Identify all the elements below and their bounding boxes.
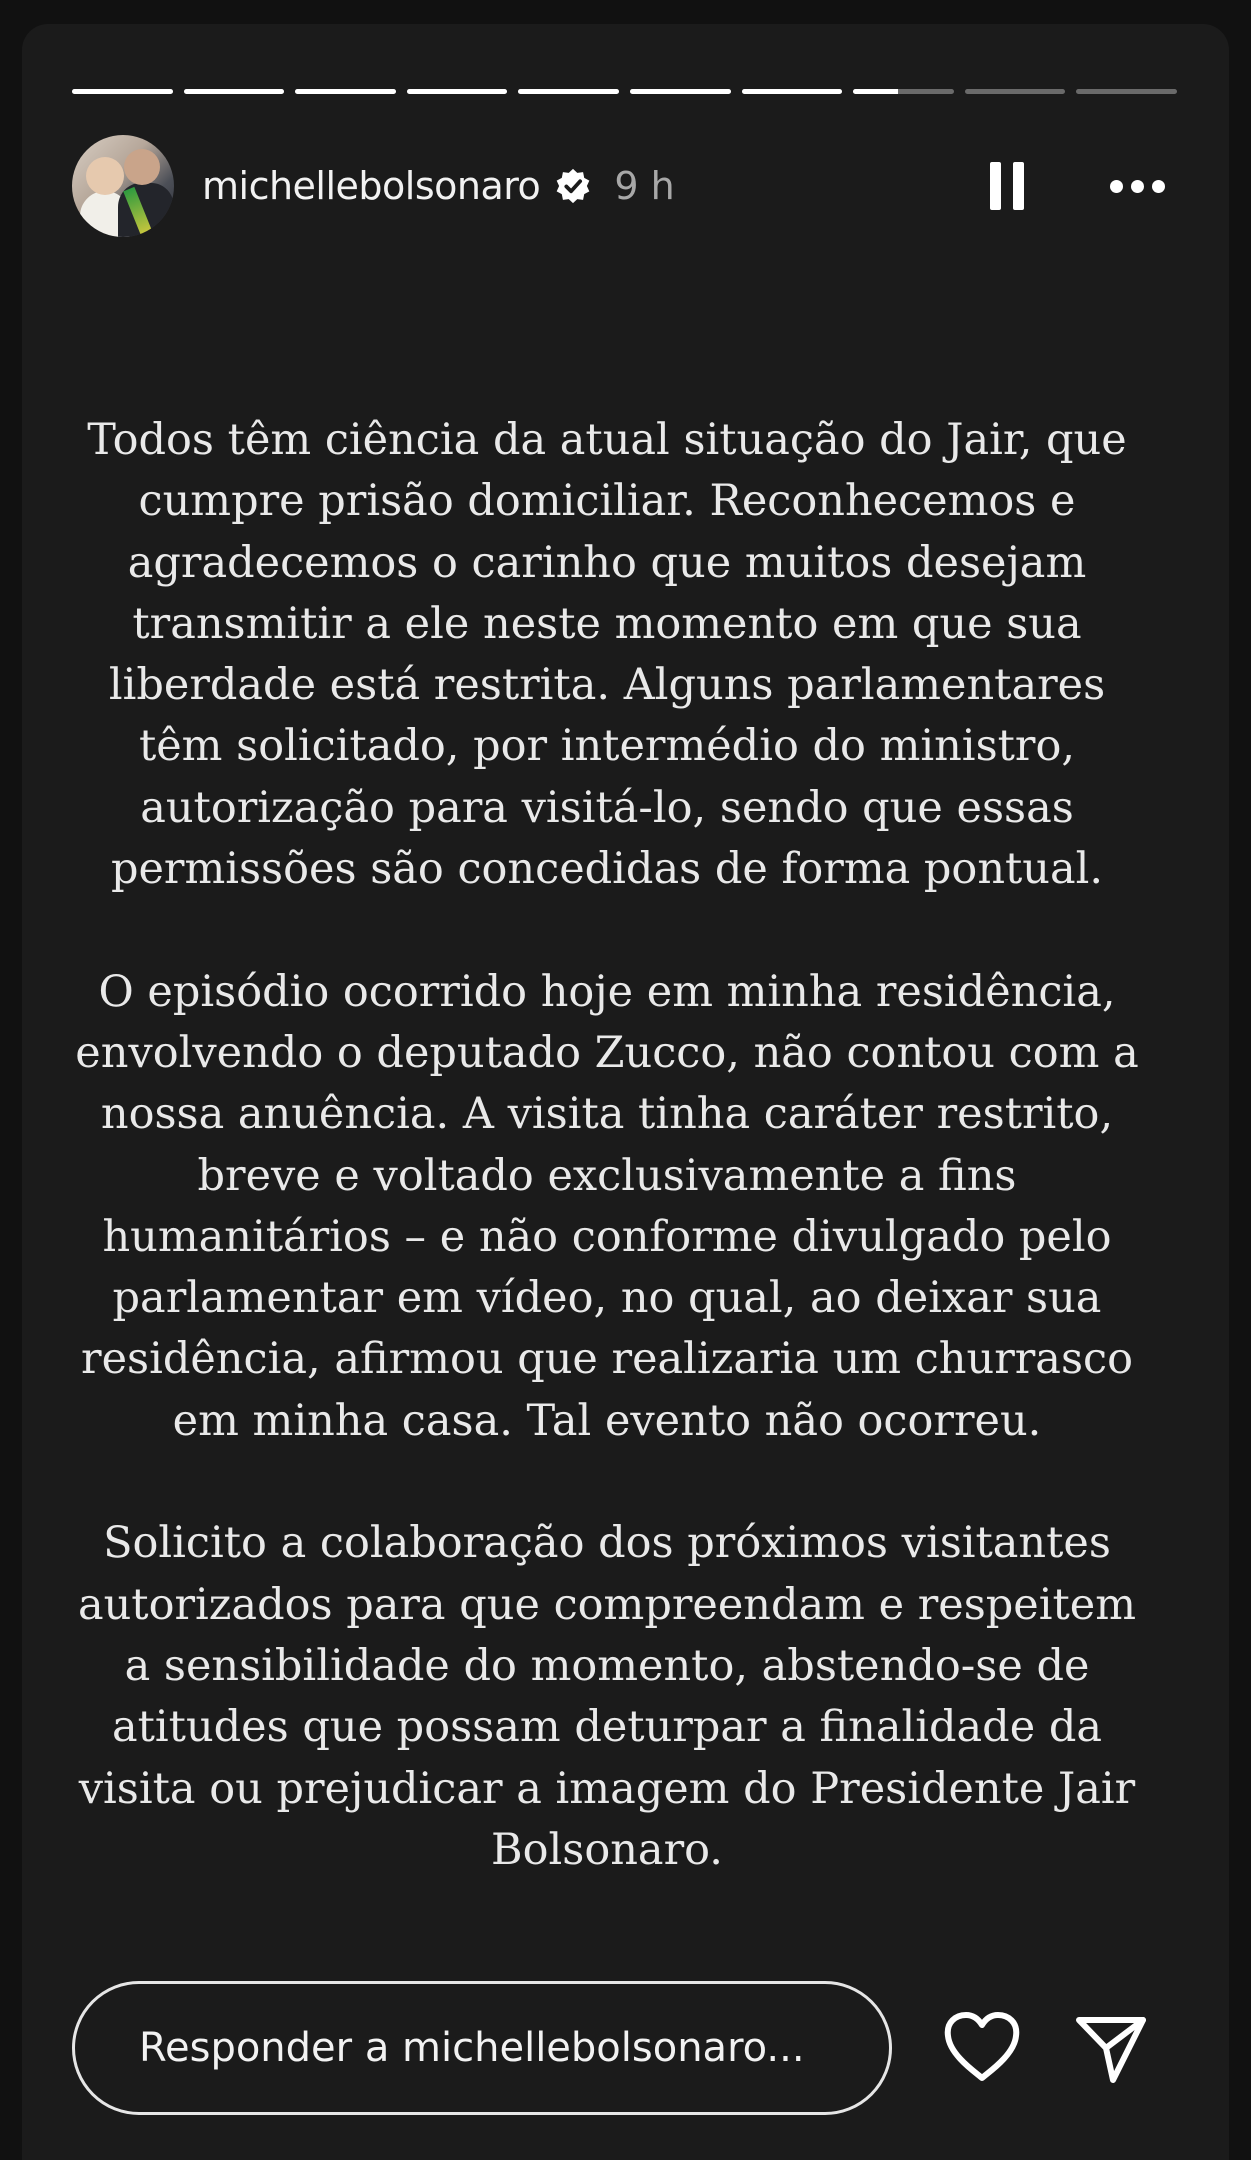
paragraph-1: Todos têm ciência da atual situação do Jair, que cumpre prisão domiciliar. Reconhecemos e agradecemos o carinho que muitos desejam transmitir a ele neste momento em que sua liberdade está restrita. Alguns parlamentares têm solicitado, por intermédio do ministro, autorização para visitá-lo, sendo que essas permissões são concedidas de forma pontual. — [87, 415, 1127, 895]
story-progress — [72, 89, 1177, 94]
progress-segment — [72, 89, 173, 94]
story-header — [72, 135, 1177, 237]
progress-segment — [1076, 89, 1177, 94]
progress-segment — [407, 89, 508, 94]
story-text — [72, 410, 1142, 1881]
progress-segment — [630, 89, 731, 94]
heart-icon[interactable] — [942, 2010, 1022, 2086]
reply-input[interactable] — [72, 1981, 892, 2115]
progress-segment — [853, 89, 954, 94]
progress-segment — [184, 89, 285, 94]
paragraph-3: Solicito a colaboração dos próximos visitantes autorizados para que compreendam e respeitem a sensibilidade do momento, abstendo-se de atitudes que possam deturpar a finalidade da visita ou prejudicar a imagem do Presidente Jair Bolsonaro. — [77, 1518, 1137, 1875]
paragraph-2: O episódio ocorrido hoje em minha residência, envolvendo o deputado Zucco, não contou com a nossa anuência. A visita tinha caráter restrito, breve e voltado exclusivamente a fins humanitários – e não conforme divulgado pelo parlamentar em vídeo, no qual, ao deixar sua residência, afirmou que realizaria um churrasco em minha casa. Tal evento não ocorreu. — [75, 966, 1139, 1446]
progress-segment — [295, 89, 396, 94]
more-options-icon[interactable] — [1101, 158, 1173, 214]
avatar[interactable] — [72, 135, 174, 237]
progress-segment — [518, 89, 619, 94]
reply-placeholder: Responder a michellebolsonaro... — [139, 2025, 805, 2071]
username[interactable]: michellebolsonaro — [202, 164, 541, 208]
progress-segment — [965, 89, 1066, 94]
send-icon[interactable] — [1073, 2010, 1149, 2086]
post-time: 9 h — [614, 164, 675, 208]
progress-segment — [742, 89, 843, 94]
pause-icon[interactable] — [983, 158, 1031, 214]
verified-badge-icon — [554, 167, 592, 205]
